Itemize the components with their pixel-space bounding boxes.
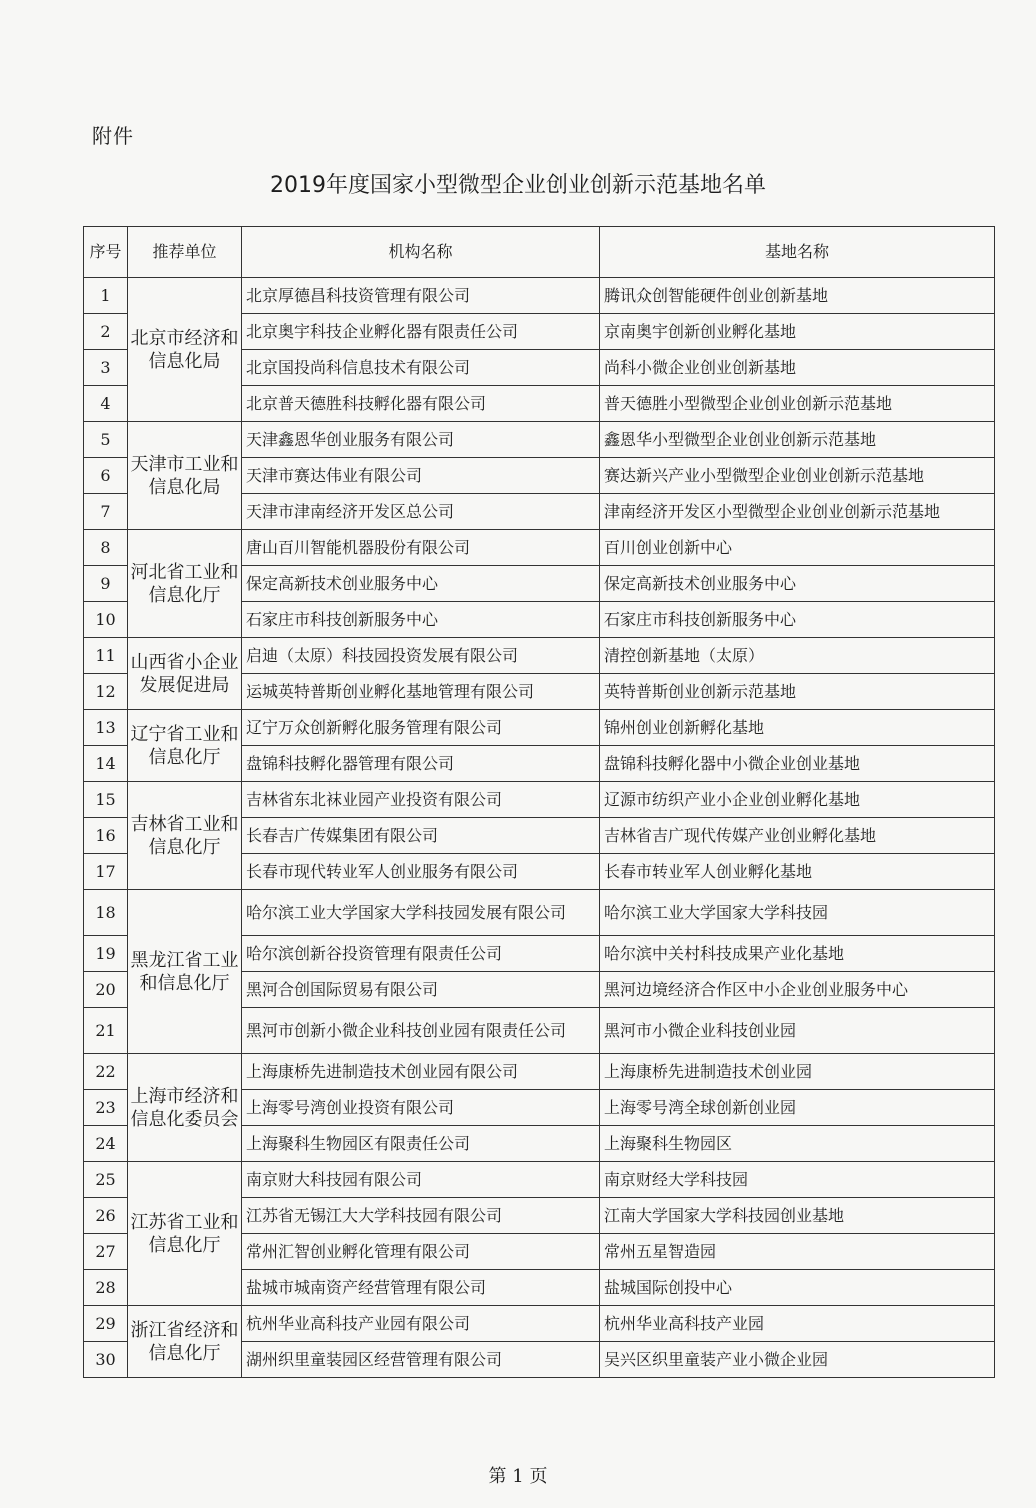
recommending-unit: 江苏省工业和信息化厅 [128,1162,242,1306]
base-name: 津南经济开发区小型微型企业创业创新示范基地 [600,494,995,530]
header-unit: 推荐单位 [128,227,242,278]
recommending-unit: 吉林省工业和信息化厅 [128,782,242,890]
base-name: 尚科小微企业创业创新基地 [600,350,995,386]
row-number: 29 [84,1306,128,1342]
row-number: 22 [84,1054,128,1090]
organization-name: 上海聚科生物园区有限责任公司 [242,1126,600,1162]
table-row [84,638,995,674]
base-list-table [83,226,995,1378]
base-name: 哈尔滨工业大学国家大学科技园 [600,890,995,936]
base-name: 腾讯众创智能硬件创业创新基地 [600,278,995,314]
organization-name: 天津市赛达伟业有限公司 [242,458,600,494]
table-header-row [84,227,995,278]
organization-name: 运城英特普斯创业孵化基地管理有限公司 [242,674,600,710]
page-number: 第 1 页 [488,1466,548,1487]
recommending-unit: 浙江省经济和信息化厅 [128,1306,242,1378]
row-number: 16 [84,818,128,854]
row-number: 5 [84,422,128,458]
base-name: 黑河市小微企业科技创业园 [600,1008,995,1054]
row-number: 11 [84,638,128,674]
organization-name: 吉林省东北袜业园产业投资有限公司 [242,782,600,818]
base-name: 百川创业创新中心 [600,530,995,566]
table-row [84,422,995,458]
base-name: 上海零号湾全球创新创业园 [600,1090,995,1126]
base-name: 上海聚科生物园区 [600,1126,995,1162]
row-number: 17 [84,854,128,890]
organization-name: 湖州织里童装园区经营管理有限公司 [242,1342,600,1378]
organization-name: 上海康桥先进制造技术创业园有限公司 [242,1054,600,1090]
base-name: 京南奥宇创新创业孵化基地 [600,314,995,350]
organization-name: 天津鑫恩华创业服务有限公司 [242,422,600,458]
organization-name: 北京厚德昌科技资管理有限公司 [242,278,600,314]
header-num: 序号 [84,227,128,278]
table-row [84,1054,995,1090]
organization-name: 哈尔滨创新谷投资管理有限责任公司 [242,936,600,972]
recommending-unit: 河北省工业和信息化厅 [128,530,242,638]
row-number: 13 [84,710,128,746]
row-number: 24 [84,1126,128,1162]
organization-name: 长春吉广传媒集团有限公司 [242,818,600,854]
organization-name: 保定高新技术创业服务中心 [242,566,600,602]
header-org: 机构名称 [242,227,600,278]
organization-name: 上海零号湾创业投资有限公司 [242,1090,600,1126]
base-name: 常州五星智造园 [600,1234,995,1270]
row-number: 1 [84,278,128,314]
base-name: 清控创新基地（太原） [600,638,995,674]
base-name: 长春市转业军人创业孵化基地 [600,854,995,890]
base-name: 石家庄市科技创新服务中心 [600,602,995,638]
recommending-unit: 辽宁省工业和信息化厅 [128,710,242,782]
base-name: 吴兴区织里童装产业小微企业园 [600,1342,995,1378]
row-number: 25 [84,1162,128,1198]
organization-name: 哈尔滨工业大学国家大学科技园发展有限公司 [242,890,600,936]
table-row [84,278,995,314]
base-name: 盐城国际创投中心 [600,1270,995,1306]
organization-name: 杭州华业高科技产业园有限公司 [242,1306,600,1342]
organization-name: 天津市津南经济开发区总公司 [242,494,600,530]
base-name: 盘锦科技孵化器中小微企业创业基地 [600,746,995,782]
base-name: 杭州华业高科技产业园 [600,1306,995,1342]
header-base: 基地名称 [600,227,995,278]
table-body [84,278,995,1378]
row-number: 21 [84,1008,128,1054]
row-number: 15 [84,782,128,818]
base-name: 江南大学国家大学科技园创业基地 [600,1198,995,1234]
organization-name: 江苏省无锡江大大学科技园有限公司 [242,1198,600,1234]
table-row [84,710,995,746]
organization-name: 盘锦科技孵化器管理有限公司 [242,746,600,782]
row-number: 2 [84,314,128,350]
recommending-unit: 北京市经济和信息化局 [128,278,242,422]
organization-name: 北京国投尚科信息技术有限公司 [242,350,600,386]
base-name: 鑫恩华小型微型企业创业创新示范基地 [600,422,995,458]
row-number: 28 [84,1270,128,1306]
row-number: 8 [84,530,128,566]
organization-name: 石家庄市科技创新服务中心 [242,602,600,638]
base-name: 辽源市纺织产业小企业创业孵化基地 [600,782,995,818]
recommending-unit: 黑龙江省工业和信息化厅 [128,890,242,1054]
document-title: 2019年度国家小型微型企业创业创新示范基地名单 [270,173,766,198]
table-row [84,1306,995,1342]
row-number: 12 [84,674,128,710]
row-number: 27 [84,1234,128,1270]
row-number: 26 [84,1198,128,1234]
row-number: 6 [84,458,128,494]
organization-name: 长春市现代转业军人创业服务有限公司 [242,854,600,890]
organization-name: 辽宁万众创新孵化服务管理有限公司 [242,710,600,746]
base-name: 赛达新兴产业小型微型企业创业创新示范基地 [600,458,995,494]
row-number: 7 [84,494,128,530]
recommending-unit: 天津市工业和信息化局 [128,422,242,530]
row-number: 4 [84,386,128,422]
base-name: 吉林省吉广现代传媒产业创业孵化基地 [600,818,995,854]
row-number: 20 [84,972,128,1008]
attachment-label: 附件 [92,124,134,148]
base-name: 保定高新技术创业服务中心 [600,566,995,602]
organization-name: 北京普天德胜科技孵化器有限公司 [242,386,600,422]
base-name: 英特普斯创业创新示范基地 [600,674,995,710]
organization-name: 盐城市城南资产经营管理有限公司 [242,1270,600,1306]
table-row [84,890,995,936]
recommending-unit: 上海市经济和信息化委员会 [128,1054,242,1162]
base-name: 锦州创业创新孵化基地 [600,710,995,746]
organization-name: 北京奥宇科技企业孵化器有限责任公司 [242,314,600,350]
row-number: 30 [84,1342,128,1378]
row-number: 23 [84,1090,128,1126]
base-name: 南京财经大学科技园 [600,1162,995,1198]
base-name: 普天德胜小型微型企业创业创新示范基地 [600,386,995,422]
recommending-unit: 山西省小企业发展促进局 [128,638,242,710]
table-row [84,782,995,818]
row-number: 19 [84,936,128,972]
base-name: 黑河边境经济合作区中小企业创业服务中心 [600,972,995,1008]
row-number: 3 [84,350,128,386]
table-row [84,1162,995,1198]
row-number: 10 [84,602,128,638]
base-name: 哈尔滨中关村科技成果产业化基地 [600,936,995,972]
row-number: 9 [84,566,128,602]
row-number: 14 [84,746,128,782]
table-row [84,530,995,566]
base-name: 上海康桥先进制造技术创业园 [600,1054,995,1090]
organization-name: 南京财大科技园有限公司 [242,1162,600,1198]
organization-name: 黑河合创国际贸易有限公司 [242,972,600,1008]
organization-name: 启迪（太原）科技园投资发展有限公司 [242,638,600,674]
organization-name: 常州汇智创业孵化管理有限公司 [242,1234,600,1270]
row-number: 18 [84,890,128,936]
organization-name: 黑河市创新小微企业科技创业园有限责任公司 [242,1008,600,1054]
organization-name: 唐山百川智能机器股份有限公司 [242,530,600,566]
